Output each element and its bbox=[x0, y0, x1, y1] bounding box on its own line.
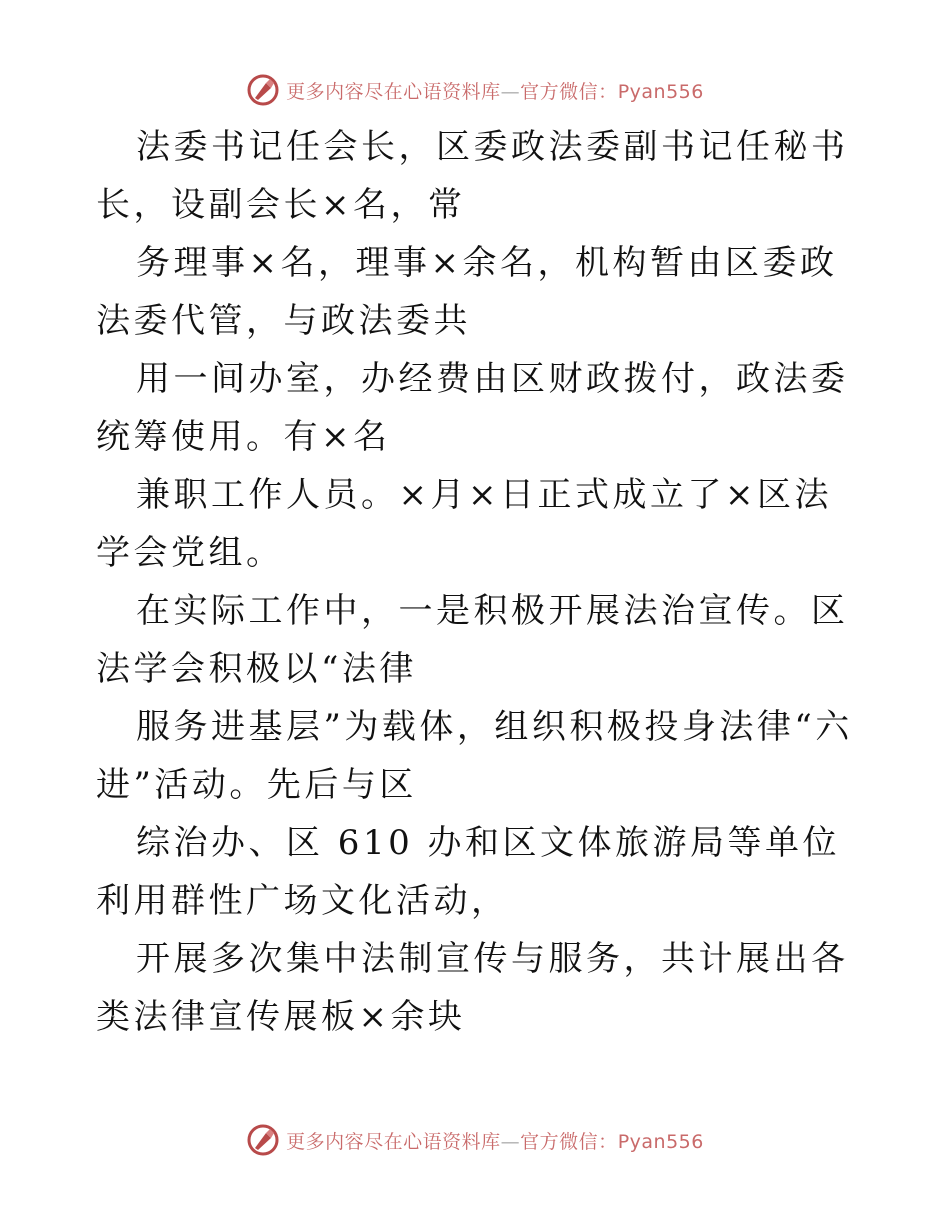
paragraph: 兼职工作人员。×月×日正式成立了×区法学会党组。 bbox=[96, 475, 832, 573]
paragraph: 法委书记任会长，区委政法委副书记任秘书长，设副会长×名，常 bbox=[96, 127, 849, 225]
paragraph: 开展多次集中法制宣传与服务，共计展出各类法律宣传展板×余块 bbox=[96, 939, 849, 1037]
paragraph: 综治办、区 610 办和区文体旅游局等单位利用群性广场文化活动， bbox=[96, 823, 841, 921]
banner-site-text: 更多内容尽在心语资料库 bbox=[286, 80, 501, 103]
banner-wechat-id: Pyan556 bbox=[617, 1130, 704, 1153]
banner-text bbox=[286, 77, 704, 104]
banner-wechat-id: Pyan556 bbox=[617, 80, 704, 103]
pen-nib-logo-icon bbox=[246, 1123, 280, 1157]
paragraph: 用一间办室，办经费由区财政拨付，政法委统筹使用。有×名 bbox=[96, 359, 849, 457]
pen-nib-logo-icon bbox=[246, 73, 280, 107]
header-banner bbox=[0, 70, 950, 110]
banner-separator: — bbox=[500, 80, 521, 103]
footer-banner bbox=[0, 1120, 950, 1160]
paragraph: 在实际工作中，一是积极开展法治宣传。区法学会积极以“法律 bbox=[96, 591, 849, 689]
banner-text bbox=[286, 1127, 704, 1154]
banner-wechat-label: 官方微信： bbox=[520, 1130, 618, 1153]
paragraph: 务理事×名，理事×余名，机构暂由区委政法委代管，与政法委共 bbox=[96, 243, 838, 341]
banner-wechat-label: 官方微信： bbox=[520, 80, 618, 103]
document-body bbox=[96, 118, 856, 1046]
paragraph: 服务进基层”为载体，组织积极投身法律“六进”活动。先后与区 bbox=[96, 707, 853, 805]
banner-separator: — bbox=[500, 1130, 521, 1153]
banner-site-text: 更多内容尽在心语资料库 bbox=[286, 1130, 501, 1153]
